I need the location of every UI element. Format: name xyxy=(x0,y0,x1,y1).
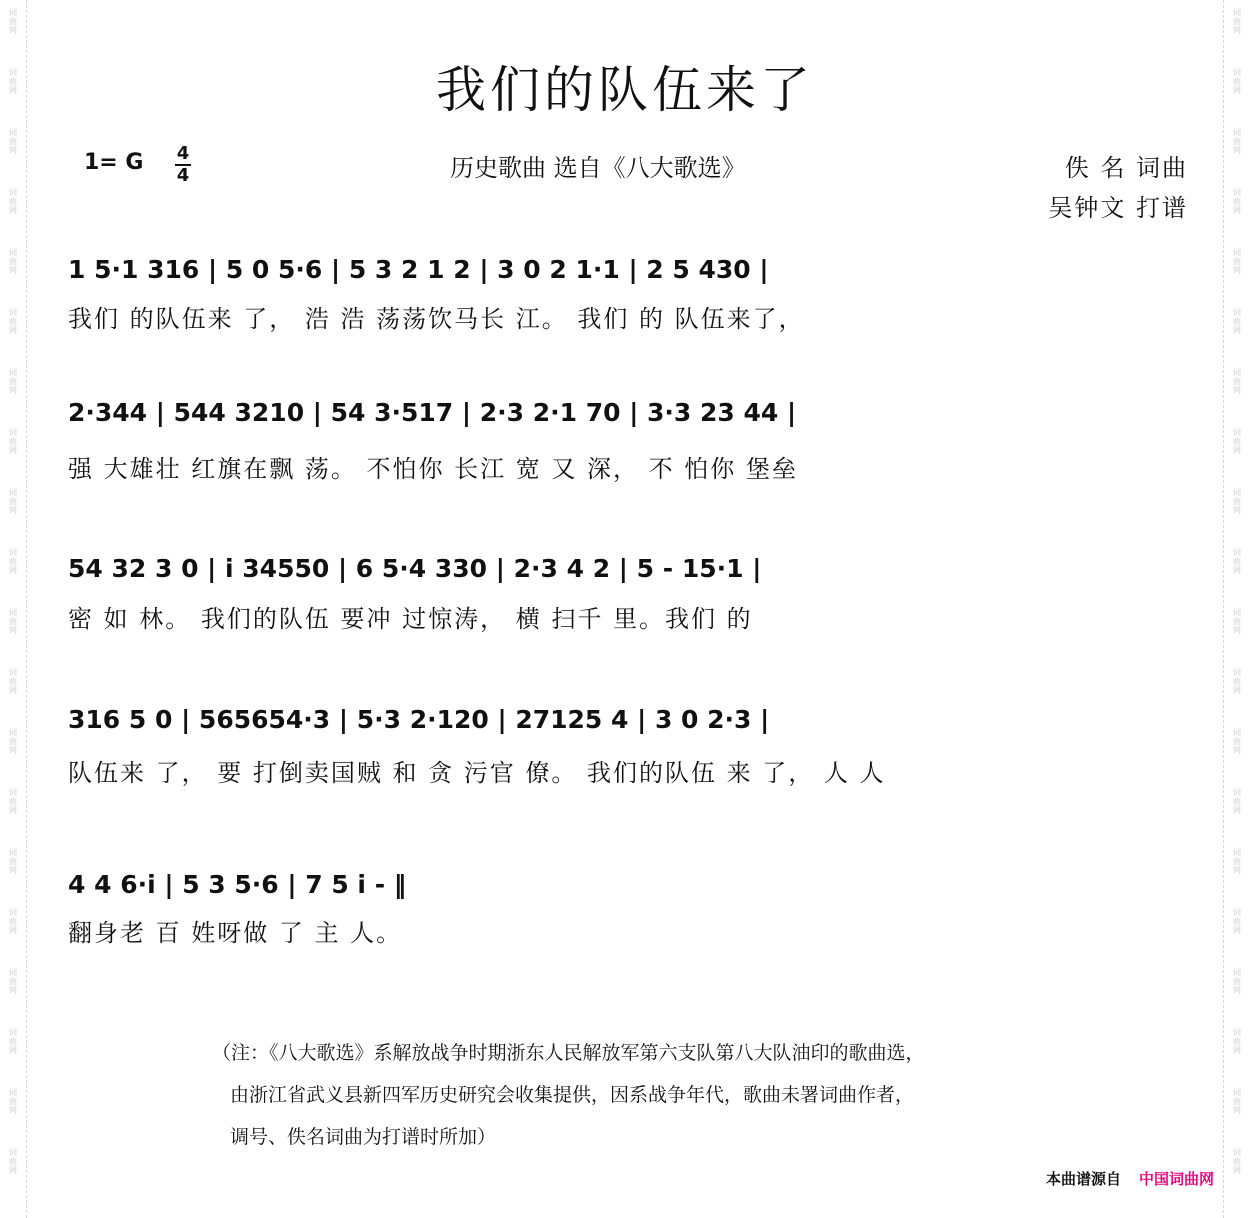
margin-watermark-glyphs: 词 曲 网 xyxy=(1233,608,1241,635)
margin-watermark-glyphs: 词 曲 网 xyxy=(1233,1148,1241,1175)
margin-watermark-glyphs: 词 曲 网 xyxy=(9,308,17,335)
notation-row-1: 1 5·1 316 | 5 0 5·6 | 5 3 2 1 2 | 3 0 2 1·1 | 2 5 430 | xyxy=(68,255,769,284)
margin-watermark-glyphs: 词 曲 网 xyxy=(1233,68,1241,95)
margin-watermark-glyphs: 词 曲 网 xyxy=(1233,248,1241,275)
margin-watermark-glyphs: 词 曲 网 xyxy=(9,428,17,455)
margin-watermark-glyphs: 词 曲 网 xyxy=(9,608,17,635)
lyrics-row-2: 强 大雄壮 红旗在飘 荡。 不怕你 长江 宽 又 深， 不 怕你 堡垒 xyxy=(68,455,798,483)
margin-watermark-glyphs: 词 曲 网 xyxy=(1233,188,1241,215)
margin-watermark-glyphs: 词 曲 网 xyxy=(9,728,17,755)
margin-watermark-glyphs: 词 曲 网 xyxy=(1233,728,1241,755)
margin-watermark-glyphs: 词 曲 网 xyxy=(1233,488,1241,515)
footnote-line-1: （注：《八大歌选》系解放战争时期浙东人民解放军第六支队第八大队油印的歌曲选， xyxy=(212,1042,925,1064)
margin-watermark-glyphs: 词 曲 网 xyxy=(9,188,17,215)
margin-watermark-glyphs: 词 曲 网 xyxy=(9,548,17,575)
margin-watermark-glyphs: 词 曲 网 xyxy=(1233,8,1241,35)
notation-row-5: 4 4 6·i | 5 3 5·6 | 7 5 i - ‖ xyxy=(68,870,407,899)
margin-watermark-glyphs: 词 曲 网 xyxy=(9,908,17,935)
margin-watermark-glyphs: 词 曲 网 xyxy=(1233,428,1241,455)
margin-watermark-glyphs: 词 曲 网 xyxy=(9,1088,17,1115)
margin-watermark-glyphs: 词 曲 网 xyxy=(9,8,17,35)
time-signature xyxy=(174,144,192,186)
transcriber-credit: 吴钟文 打谱 xyxy=(1048,194,1188,222)
time-signature-top: 4 xyxy=(176,143,190,164)
margin-watermark-glyphs: 词 曲 网 xyxy=(9,368,17,395)
margin-watermark-glyphs: 词 曲 网 xyxy=(9,488,17,515)
footnote-line-3: 调号、佚名词曲为打谱时所加） xyxy=(230,1126,497,1148)
lyrics-row-5: 翻身老 百 姓呀做 了 主 人。 xyxy=(68,919,403,947)
margin-watermark-glyphs: 词 曲 网 xyxy=(9,1028,17,1055)
margin-watermark-glyphs: 词 曲 网 xyxy=(9,968,17,995)
margin-watermark-glyphs: 词 曲 网 xyxy=(9,248,17,275)
margin-watermark-glyphs: 词 曲 网 xyxy=(1233,548,1241,575)
lyricist-composer-credit: 佚 名 词曲 xyxy=(1064,154,1188,182)
lyrics-row-4: 队伍来 了， 要 打倒卖国贼 和 贪 污官 僚。 我们的队伍 来 了， 人 人 xyxy=(68,759,886,787)
margin-watermark-glyphs: 词 曲 网 xyxy=(1233,848,1241,875)
lyrics-row-3: 密 如 林。 我们的队伍 要冲 过惊涛， 横 扫千 里。我们 的 xyxy=(68,605,753,633)
margin-watermark-glyphs: 词 曲 网 xyxy=(1233,1088,1241,1115)
left-margin-watermark xyxy=(0,0,27,1218)
key-signature: 1= G xyxy=(84,150,144,175)
margin-watermark-glyphs: 词 曲 网 xyxy=(1233,788,1241,815)
margin-watermark-glyphs: 词 曲 网 xyxy=(9,1148,17,1175)
margin-watermark-glyphs: 词 曲 网 xyxy=(1233,1028,1241,1055)
margin-watermark-glyphs: 词 曲 网 xyxy=(9,68,17,95)
margin-watermark-glyphs: 词 曲 网 xyxy=(1233,968,1241,995)
footnote-line-2: 由浙江省武义县新四军历史研究会收集提供，因系战争年代，歌曲未署词曲作者， xyxy=(230,1084,915,1106)
margin-watermark-glyphs: 词 曲 网 xyxy=(1233,908,1241,935)
right-margin-watermark xyxy=(1223,0,1250,1218)
margin-watermark-glyphs: 词 曲 网 xyxy=(9,848,17,875)
source-label: 本曲谱源自 xyxy=(1045,1170,1121,1188)
song-source: 历史歌曲 选自《八大歌选》 xyxy=(450,154,746,182)
song-title: 我们的队伍来了 xyxy=(436,61,814,119)
source-credit xyxy=(1046,1168,1214,1189)
margin-watermark-glyphs: 词 曲 网 xyxy=(1233,128,1241,155)
margin-watermark-glyphs: 词 曲 网 xyxy=(9,128,17,155)
margin-watermark-glyphs: 词 曲 网 xyxy=(9,668,17,695)
time-signature-bottom: 4 xyxy=(176,165,190,186)
lyrics-row-1: 我们 的队伍来 了， 浩 浩 荡荡饮马长 江。 我们 的 队伍来了， xyxy=(68,305,805,333)
source-site-link[interactable]: 中国词曲网 xyxy=(1138,1170,1214,1188)
margin-watermark-glyphs: 词 曲 网 xyxy=(9,788,17,815)
notation-row-3: 54 32 3 0 | i 34550 | 6 5·4 330 | 2·3 4 2 | 5 - 15·1 | xyxy=(68,554,762,583)
margin-watermark-glyphs: 词 曲 网 xyxy=(1233,368,1241,395)
margin-watermark-glyphs: 词 曲 网 xyxy=(1233,668,1241,695)
margin-watermark-glyphs: 词 曲 网 xyxy=(1233,308,1241,335)
notation-row-2: 2·344 | 544 3210 | 54 3·517 | 2·3 2·1 70 | 3·3 23 44 | xyxy=(68,398,797,427)
notation-row-4: 316 5 0 | 565654·3 | 5·3 2·120 | 27125 4 | 3 0 2·3 | xyxy=(68,705,770,734)
